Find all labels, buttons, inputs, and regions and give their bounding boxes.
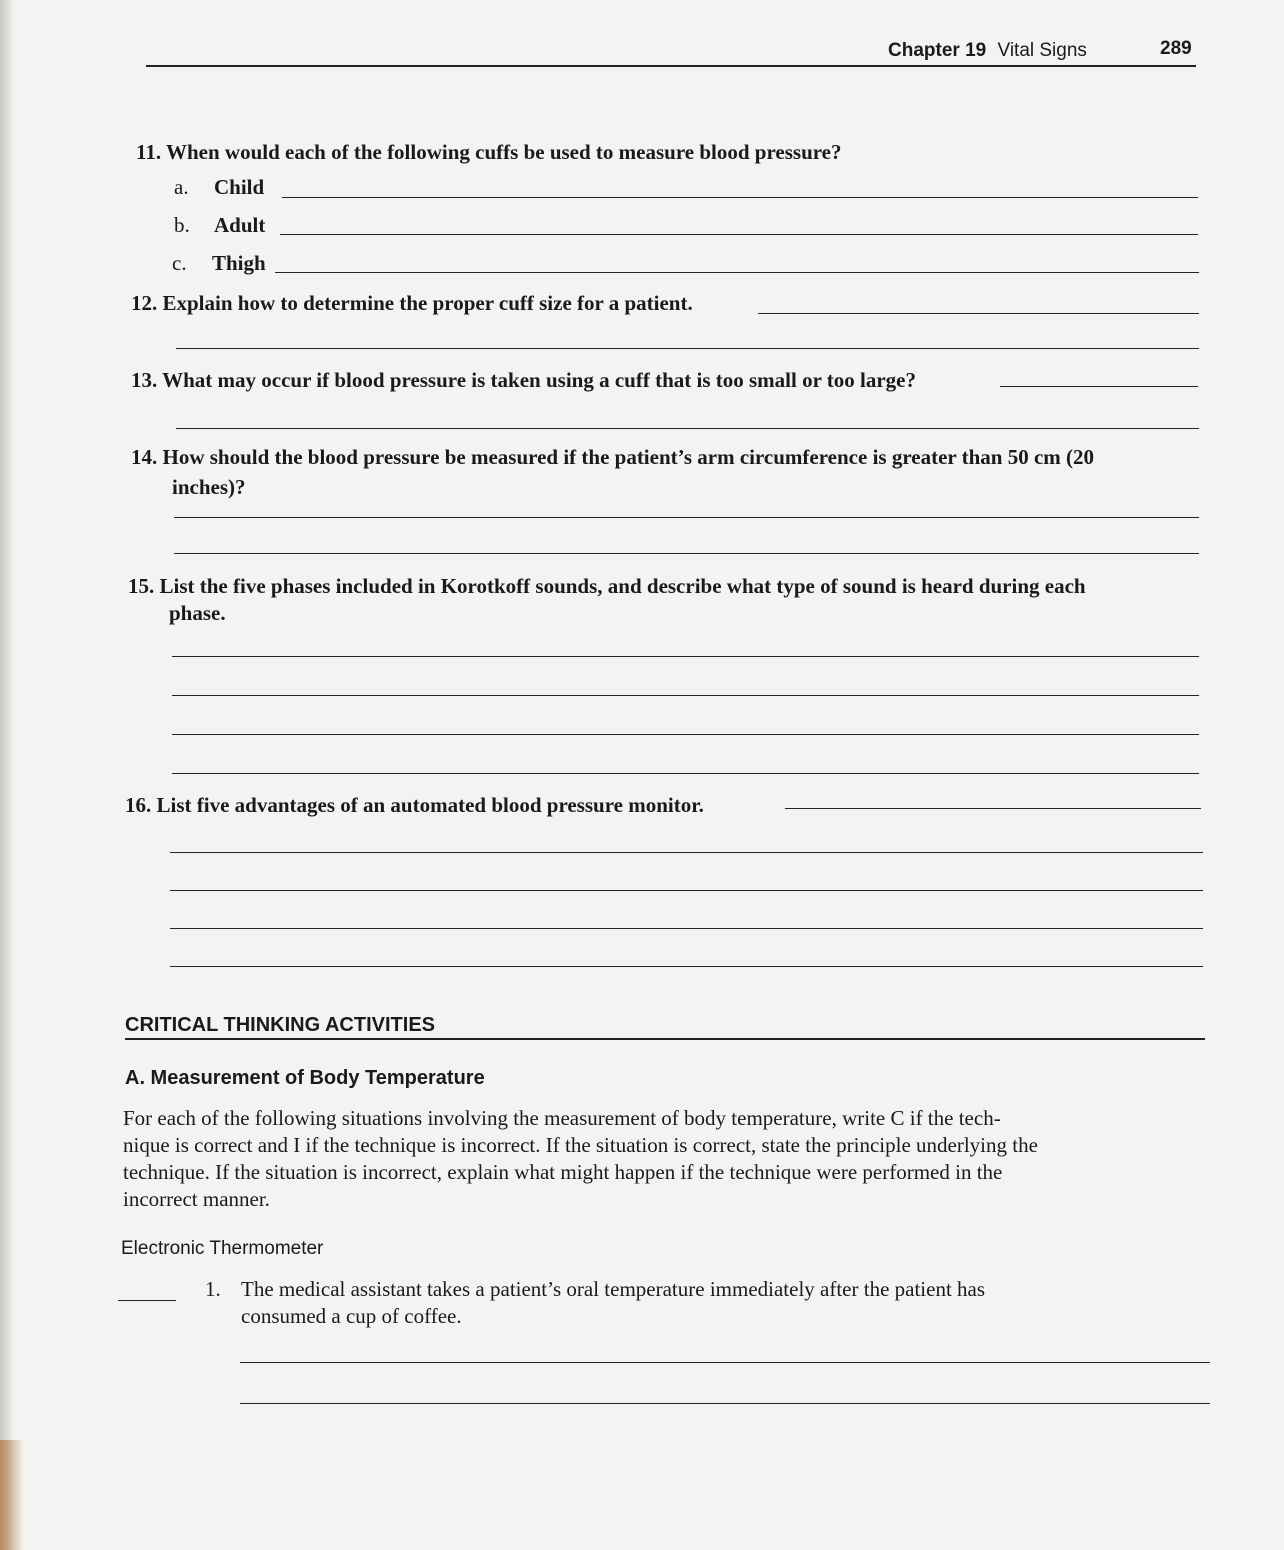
answer-line-q13-1[interactable] bbox=[1000, 386, 1198, 387]
answer-line-q11c[interactable] bbox=[275, 272, 1199, 273]
chapter-title: Vital Signs bbox=[997, 40, 1087, 61]
item-label: Adult bbox=[214, 213, 266, 237]
item-label: Thigh bbox=[212, 251, 266, 275]
running-header bbox=[888, 40, 1087, 62]
page-number: 289 bbox=[1160, 38, 1192, 59]
question-15 bbox=[128, 573, 1086, 600]
question-text: Explain how to determine the proper cuff size for a patient. bbox=[162, 291, 693, 315]
question-15-continued: phase. bbox=[169, 601, 226, 625]
question-text-line1: List the five phases included in Korotkoff sounds, and describe what type of sound is heard during each bbox=[159, 574, 1086, 598]
answer-line-q16-4[interactable] bbox=[170, 928, 1203, 929]
answer-line-q12-2[interactable] bbox=[176, 348, 1199, 349]
answer-line-q16-5[interactable] bbox=[170, 966, 1203, 967]
question-12 bbox=[131, 290, 693, 317]
item-label: Child bbox=[214, 175, 265, 199]
q11-item-a bbox=[174, 174, 264, 201]
instructions-line: technique. If the situation is incorrect, explain what might happen if the technique were performed in the bbox=[123, 1160, 1003, 1184]
instructions-line: nique is correct and I if the technique is incorrect. If the situation is correct, state the principle underlying the bbox=[123, 1133, 1038, 1157]
answer-line-q16-1[interactable] bbox=[785, 808, 1201, 809]
item-text-line1: The medical assistant takes a patient’s oral temperature immediately after the patient has bbox=[241, 1277, 986, 1301]
item-1-continued: consumed a cup of coffee. bbox=[241, 1304, 462, 1328]
answer-line-q16-3[interactable] bbox=[170, 890, 1203, 891]
answer-line-q11a[interactable] bbox=[282, 197, 1198, 198]
question-number: 12. bbox=[131, 291, 158, 315]
question-14 bbox=[131, 444, 1094, 471]
answer-line-q11b[interactable] bbox=[280, 234, 1198, 235]
answer-line-item1-2[interactable] bbox=[240, 1403, 1210, 1404]
answer-line-q15-4[interactable] bbox=[172, 773, 1199, 774]
subsection-heading: A. Measurement of Body Temperature bbox=[125, 1067, 485, 1089]
instructions-line: incorrect manner. bbox=[123, 1187, 270, 1211]
answer-line-q14-1[interactable] bbox=[174, 517, 1199, 518]
answer-line-q15-2[interactable] bbox=[172, 695, 1199, 696]
question-number: 11. bbox=[136, 140, 162, 164]
question-13 bbox=[131, 367, 916, 394]
answer-line-q12-1[interactable] bbox=[758, 313, 1199, 314]
instructions-line: For each of the following situations involving the measurement of body temperature, write C if the tech- bbox=[123, 1106, 1001, 1130]
answer-line-q14-2[interactable] bbox=[174, 553, 1199, 554]
page-edge-shadow bbox=[0, 0, 14, 1550]
page-curl bbox=[0, 1440, 24, 1550]
question-number: 13. bbox=[131, 368, 158, 392]
question-number: 14. bbox=[131, 445, 158, 469]
answer-line-q15-3[interactable] bbox=[172, 734, 1199, 735]
question-text: When would each of the following cuffs be used to measure blood pressure? bbox=[165, 140, 842, 164]
q11-item-b bbox=[174, 212, 265, 239]
question-number: 16. bbox=[125, 793, 152, 817]
answer-line-item1-1[interactable] bbox=[240, 1362, 1210, 1363]
answer-line-q13-2[interactable] bbox=[176, 428, 1199, 429]
question-text-line1: How should the blood pressure be measured if the patient’s arm circumference is greater than 50 cm (20 bbox=[162, 445, 1095, 469]
question-14-continued: inches)? bbox=[172, 475, 246, 499]
question-number: 15. bbox=[128, 574, 155, 598]
item-letter: b. bbox=[174, 213, 190, 237]
section-heading-rule bbox=[125, 1038, 1205, 1040]
question-text: What may occur if blood pressure is taken using a cuff that is too small or too large? bbox=[162, 368, 916, 392]
subheading-electronic-thermometer: Electronic Thermometer bbox=[121, 1238, 324, 1259]
answer-line-q16-2[interactable] bbox=[170, 852, 1203, 853]
chapter-label: Chapter 19 bbox=[888, 40, 987, 61]
question-16 bbox=[125, 792, 704, 819]
question-text: List five advantages of an automated blood pressure monitor. bbox=[156, 793, 704, 817]
item-letter: c. bbox=[172, 251, 187, 275]
instructions bbox=[123, 1105, 1213, 1213]
item-number: 1. bbox=[205, 1277, 221, 1301]
item-letter: a. bbox=[174, 175, 189, 199]
answer-line-q15-1[interactable] bbox=[172, 656, 1199, 657]
question-11 bbox=[136, 139, 842, 166]
header-rule bbox=[146, 65, 1196, 67]
item-1 bbox=[205, 1276, 985, 1303]
section-heading: CRITICAL THINKING ACTIVITIES bbox=[125, 1014, 435, 1036]
answer-blank-item-1[interactable] bbox=[118, 1300, 176, 1301]
q11-item-c bbox=[172, 250, 266, 277]
